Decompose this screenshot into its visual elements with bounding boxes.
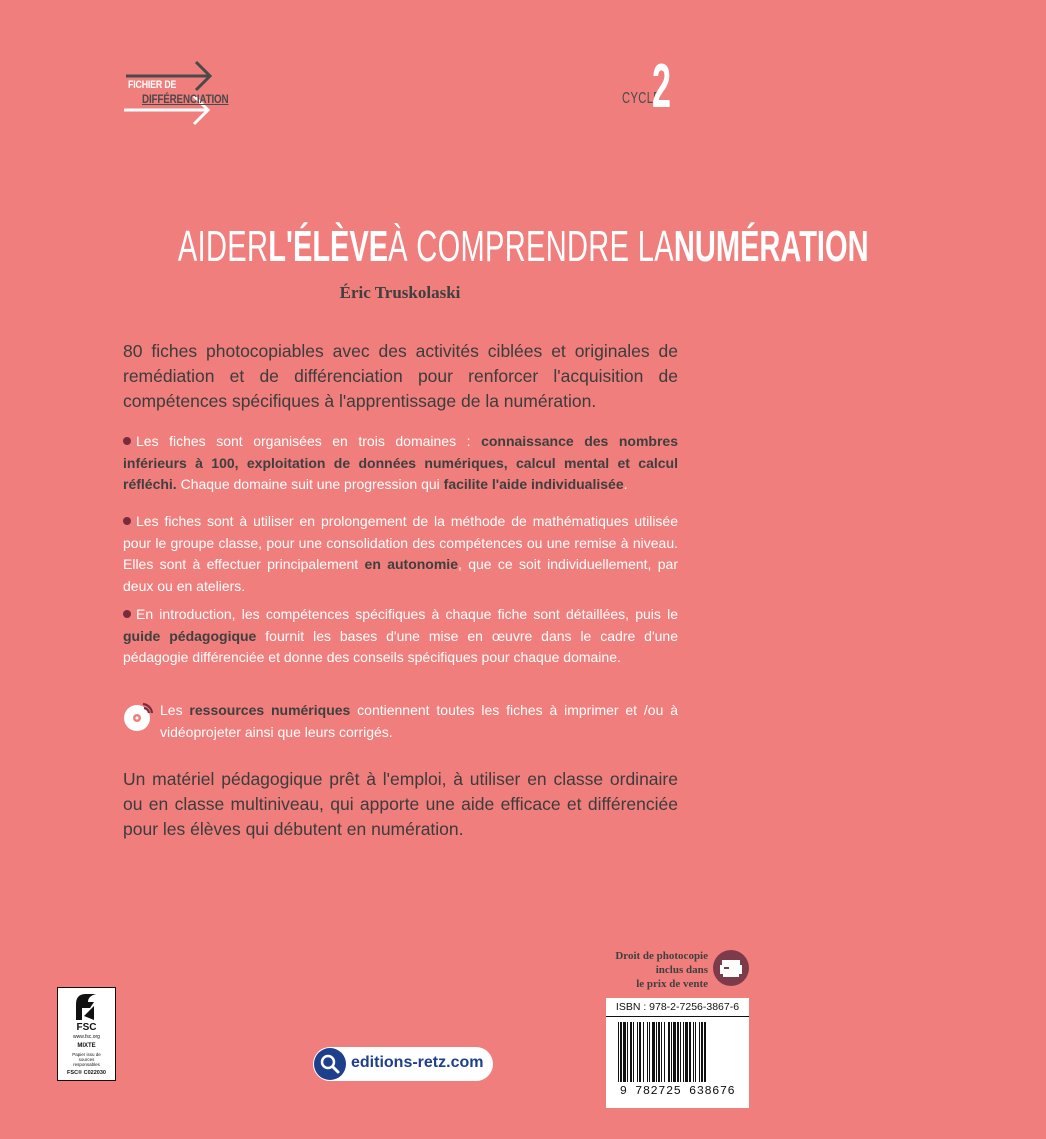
barcode-bar xyxy=(683,1022,684,1082)
cycle-label xyxy=(622,52,682,130)
intro-paragraph: 80 fiches photocopiables avec des activités ciblées et originales de remédiation et de différenciation pour renforcer l'acquisition de compétences spécifiques à l'apprentissage de la numération. xyxy=(123,341,678,411)
outro-paragraph: Un matériel pédagogique prêt à l'emploi, à utiliser en classe ordinaire ou en classe multiniveau, qui apporte une aide efficace et différenciée pour les élèves qui débutent en numération. xyxy=(123,769,678,839)
barcode-bar xyxy=(685,1022,688,1082)
isbn-barcode-box xyxy=(606,998,749,1108)
barcode-bar xyxy=(649,1022,650,1082)
barcode-bar xyxy=(677,1022,679,1082)
fsc-mix: MIXTE xyxy=(77,1043,96,1049)
barcode-bar xyxy=(689,1022,691,1082)
publisher-url: editions-retz.com xyxy=(351,1054,484,1071)
fsc-tree-logo xyxy=(57,987,116,1081)
barcode-bar xyxy=(639,1022,641,1082)
isbn-number: ISBN : 978-2-7256-3867-6 xyxy=(606,1001,749,1017)
bullet-dot xyxy=(123,517,131,525)
series-logo xyxy=(122,60,262,128)
title-part-2: L'ÉLÈVE xyxy=(268,222,389,271)
book-title xyxy=(0,222,869,272)
barcode-bar xyxy=(701,1022,703,1082)
author-name: Éric Truskolaski xyxy=(339,283,461,302)
photocopy-notice: Droit de photocopie inclus dans le prix de vente xyxy=(615,950,708,990)
barcode xyxy=(616,1022,739,1084)
barcode-bar xyxy=(643,1022,644,1082)
series-line-2: DIFFÉRENCIATION xyxy=(142,92,229,106)
bullet-dot xyxy=(123,610,131,618)
fsc-description: Papier issu de sources responsables xyxy=(72,1052,101,1067)
fsc-code: FSC® C022030 xyxy=(67,1070,106,1076)
barcode-bar xyxy=(637,1022,638,1082)
cycle-word: CYCLE xyxy=(622,90,662,107)
cd-rom-icon xyxy=(123,700,155,732)
barcode-bar xyxy=(647,1022,648,1082)
barcode-bar xyxy=(673,1022,676,1082)
barcode-bar xyxy=(693,1022,694,1082)
photocopier-icon xyxy=(713,950,749,986)
bullet-domains: Les fiches sont organisées en trois domaines : connaissance des nombres inférieurs à 100, exploitation de données numériques, calcul mental et calcul réfléchi. Chaque domaine suit une progression qui facilite l'aide individualisée. xyxy=(123,433,678,492)
barcode-bar xyxy=(620,1022,622,1082)
fsc-brand: FSC xyxy=(76,1022,97,1033)
title-part-3: À COMPRENDRE LA xyxy=(388,222,674,271)
barcode-bar xyxy=(699,1022,700,1082)
title-part-1: AIDER xyxy=(177,222,269,271)
search-icon xyxy=(314,1048,346,1080)
barcode-bar xyxy=(627,1022,628,1082)
barcode-bar xyxy=(671,1022,672,1082)
series-line-1: FICHIER DE xyxy=(128,79,177,91)
barcode-bar xyxy=(630,1022,632,1082)
cycle-number: 2 xyxy=(652,52,671,121)
barcode-bar xyxy=(680,1022,681,1082)
bullet-guide: En introduction, les compétences spécifiques à chaque fiche sont détaillées, puis le guide pédagogique fournit les bases d'une mise en œuvre dans le cadre d'une pédagogie différenciée et donne des conseils spécifiques pour chaque domaine. xyxy=(123,606,678,665)
bullet-digital-resources: Les ressources numériques contiennent toutes les fiches à imprimer et /ou à vidéoprojeter ainsi que leurs corrigés. xyxy=(160,702,678,740)
barcode-bar xyxy=(695,1022,696,1082)
barcode-bar xyxy=(661,1022,662,1082)
bullet-dot xyxy=(123,437,131,445)
publisher-link[interactable] xyxy=(313,1047,493,1081)
fsc-site: www.fsc.org xyxy=(73,1034,100,1040)
barcode-bar xyxy=(664,1022,665,1082)
barcode-bar xyxy=(618,1022,619,1082)
barcode-bar xyxy=(668,1022,670,1082)
title-part-4: NUMÉRATION xyxy=(673,222,869,271)
barcode-bar xyxy=(704,1022,706,1082)
bullet-usage: Les fiches sont à utiliser en prolongement de la méthode de mathématiques utilisée pour le groupe classe, pour une consolidation des compétences ou une remise à niveau. Elles sont à effectuer principalement en autonomie, que ce soit individuellement, par deux ou en ateliers. xyxy=(123,513,678,594)
barcode-bar xyxy=(658,1022,660,1082)
ean-digits: 9 782725 638676 xyxy=(619,1084,736,1098)
barcode-bar xyxy=(656,1022,657,1082)
barcode-bar xyxy=(633,1022,634,1082)
barcode-bar xyxy=(652,1022,655,1082)
barcode-bar xyxy=(623,1022,626,1082)
